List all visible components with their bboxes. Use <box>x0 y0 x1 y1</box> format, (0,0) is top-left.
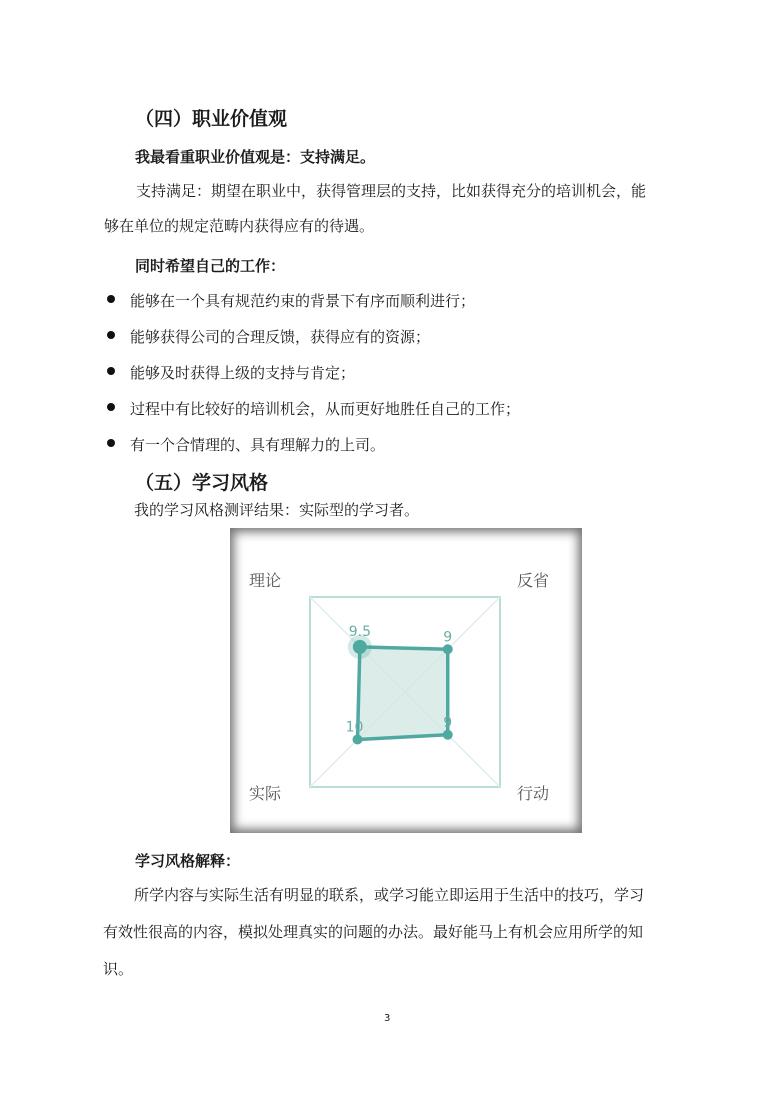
bullet-dot <box>107 367 115 375</box>
radar-axis-label: 理论 <box>248 571 282 590</box>
bullet-dot <box>107 295 115 303</box>
learning-style-result: 我的学习风格测评结果：实际型的学习者。 <box>134 501 420 519</box>
section4-desc-line1: 支持满足：期望在职业中，获得管理层的支持，比如获得充分的培训机会，能 <box>136 182 647 200</box>
section4-title: （四）职业价值观 <box>135 108 288 130</box>
page-number: 3 <box>384 1013 391 1024</box>
radar-series-area <box>358 647 448 740</box>
section4-desc-line2: 够在单位的规定范畴内获得应有的待遇。 <box>104 217 375 235</box>
radar-value-label: 10 <box>345 719 364 736</box>
radar-data-point <box>443 644 453 654</box>
explain-heading: 学习风格解释： <box>135 852 241 870</box>
bullet-dot <box>107 439 115 447</box>
radar-chart-frame <box>230 528 582 833</box>
section4-lead: 我最看重职业价值观是：支持满足。 <box>135 148 376 166</box>
bullet-item: 有一个合情理的、具有理解力的上司。 <box>130 436 386 454</box>
radar-axis-label: 反省 <box>516 571 550 590</box>
bullet-item: 能够及时获得上级的支持与肯定； <box>130 364 356 382</box>
radar-data-point <box>353 735 363 745</box>
wish-heading: 同时希望自己的工作： <box>135 257 286 275</box>
radar-value-label: 9 <box>443 714 453 731</box>
radar-chart <box>230 528 582 833</box>
explain-line1: 所学内容与实际生活有明显的联系，或学习能立即运用于生活中的技巧，学习 <box>134 886 645 904</box>
bullet-dot <box>107 331 115 339</box>
radar-axis-label: 行动 <box>516 784 550 803</box>
bullet-item: 能够在一个具有规范约束的背景下有序而顺利进行； <box>130 292 476 310</box>
explain-line3: 识。 <box>103 960 134 978</box>
section5-title: （五）学习风格 <box>135 472 269 494</box>
radar-axis-label: 实际 <box>248 784 282 803</box>
bullet-dot <box>107 403 115 411</box>
radar-value-label: 9 <box>443 629 453 646</box>
bullet-item: 能够获得公司的合理反馈，获得应有的资源； <box>130 328 431 346</box>
radar-value-label: 9.5 <box>348 623 372 640</box>
bullet-item: 过程中有比较好的培训机会，从而更好地胜任自己的工作； <box>130 400 521 418</box>
radar-data-point <box>353 640 367 654</box>
radar-data-point <box>443 730 453 740</box>
explain-line2: 有效性很高的内容，模拟处理真实的问题的办法。最好能马上有机会应用所学的知 <box>103 923 644 941</box>
